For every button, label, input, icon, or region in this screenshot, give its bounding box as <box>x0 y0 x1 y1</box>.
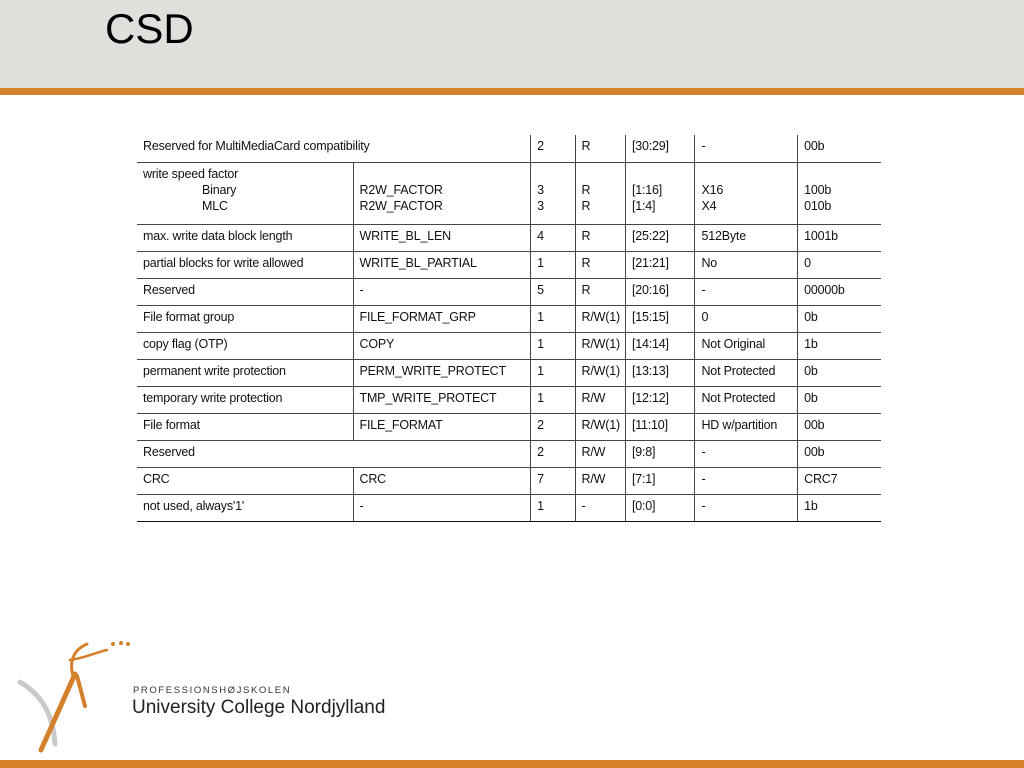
field-id-cell: TMP_WRITE_PROTECT <box>353 386 531 413</box>
field-name-cell: not used, always'1' <box>137 494 353 521</box>
field-sub-label: MLC <box>202 198 228 213</box>
slice-cell: [14:14] <box>625 332 695 359</box>
field-name-cell: File format group <box>137 305 353 332</box>
width-cell: 1 <box>531 305 575 332</box>
field-id-cell: CRC <box>353 467 531 494</box>
logo-dot <box>126 642 130 646</box>
value-cell <box>695 162 798 224</box>
width-cell: 2 <box>531 440 575 467</box>
header-rule <box>0 88 1024 95</box>
field-id-cell: WRITE_BL_PARTIAL <box>353 251 531 278</box>
width-cell: 7 <box>531 467 575 494</box>
table-row <box>137 440 881 467</box>
table-row <box>137 332 881 359</box>
code-cell: 00b <box>798 135 881 162</box>
code-value: 100b <box>804 182 832 197</box>
slice-value: [1:16] <box>631 182 663 197</box>
width-cell: 5 <box>531 278 575 305</box>
logo-dot <box>119 641 123 645</box>
code-cell <box>798 162 881 224</box>
field-name-cell: permanent write protection <box>137 359 353 386</box>
value-cell: Not Original <box>695 332 798 359</box>
field-name-cell: Reserved for MultiMediaCard compatibility <box>137 135 531 162</box>
logo-name: University College Nordjylland <box>132 697 386 718</box>
field-id-cell: FILE_FORMAT <box>353 413 531 440</box>
table-row <box>137 278 881 305</box>
field-id-cell: FILE_FORMAT_GRP <box>353 305 531 332</box>
width-cell: 1 <box>531 359 575 386</box>
field-name-cell: CRC <box>137 467 353 494</box>
slice-cell: [7:1] <box>625 467 695 494</box>
value-cell: 512Byte <box>695 224 798 251</box>
slice-cell: [25:22] <box>625 224 695 251</box>
field-id-cell: WRITE_BL_LEN <box>353 224 531 251</box>
field-id-cell: COPY <box>353 332 531 359</box>
table-row <box>137 413 881 440</box>
field-name-cell: File format <box>137 413 353 440</box>
field-id-cell: PERM_WRITE_PROTECT <box>353 359 531 386</box>
field-id-cell <box>353 162 531 224</box>
field-name-cell <box>137 162 353 224</box>
width-cell: 2 <box>531 413 575 440</box>
type-cell: R/W <box>575 467 625 494</box>
slice-cell: [20:16] <box>625 278 695 305</box>
table-row <box>137 162 881 224</box>
logo-subtitle: PROFESSIONSHØJSKOLEN <box>133 685 292 696</box>
code-value: 010b <box>804 198 832 213</box>
code-cell: 1b <box>798 494 881 521</box>
type-value: R <box>581 198 591 213</box>
table-row <box>137 305 881 332</box>
field-name-cell: copy flag (OTP) <box>137 332 353 359</box>
field-sub-label: Binary <box>202 182 237 197</box>
value-text: X4 <box>701 198 717 213</box>
field-name-cell: Reserved <box>137 440 531 467</box>
code-cell: CRC7 <box>798 467 881 494</box>
width-cell: 1 <box>531 494 575 521</box>
table-row <box>137 224 881 251</box>
table-row <box>137 251 881 278</box>
value-cell: - <box>695 440 798 467</box>
slice-cell: [30:29] <box>625 135 695 162</box>
table-row <box>137 467 881 494</box>
type-cell: R <box>575 135 625 162</box>
value-cell: No <box>695 251 798 278</box>
type-cell: R/W(1) <box>575 305 625 332</box>
logo-dot <box>111 642 115 646</box>
type-cell: R/W <box>575 386 625 413</box>
field-name-cell: temporary write protection <box>137 386 353 413</box>
type-cell: R/W(1) <box>575 413 625 440</box>
slice-cell: [12:12] <box>625 386 695 413</box>
value-cell: - <box>695 278 798 305</box>
value-text: X16 <box>701 182 724 197</box>
code-cell: 00000b <box>798 278 881 305</box>
width-cell: 1 <box>531 251 575 278</box>
code-cell: 00b <box>798 413 881 440</box>
field-name-cell: Reserved <box>137 278 353 305</box>
width-cell <box>531 162 575 224</box>
type-cell <box>575 162 625 224</box>
value-cell: - <box>695 494 798 521</box>
value-cell: - <box>695 135 798 162</box>
slice-cell: [13:13] <box>625 359 695 386</box>
slice-cell <box>625 162 695 224</box>
table-row <box>137 135 881 162</box>
code-cell: 0b <box>798 359 881 386</box>
type-cell: R <box>575 278 625 305</box>
csd-register-table <box>137 135 881 522</box>
code-cell: 1001b <box>798 224 881 251</box>
width-value: 3 <box>537 182 544 197</box>
type-cell: R/W <box>575 440 625 467</box>
type-cell: R/W(1) <box>575 359 625 386</box>
code-cell: 0 <box>798 251 881 278</box>
table-row <box>137 359 881 386</box>
width-cell: 1 <box>531 332 575 359</box>
footer-rule <box>0 760 1024 768</box>
value-cell: Not Protected <box>695 386 798 413</box>
slice-value: [1:4] <box>631 198 656 213</box>
slice-cell: [15:15] <box>625 305 695 332</box>
field-id: R2W_FACTOR <box>359 198 443 213</box>
logo-leg <box>77 676 85 706</box>
width-cell: 2 <box>531 135 575 162</box>
type-cell: R <box>575 224 625 251</box>
value-cell: 0 <box>695 305 798 332</box>
field-name-cell: partial blocks for write allowed <box>137 251 353 278</box>
table-row <box>137 494 881 521</box>
field-id-cell: - <box>353 494 531 521</box>
code-cell: 0b <box>798 386 881 413</box>
field-id: R2W_FACTOR <box>359 182 443 197</box>
value-cell: - <box>695 467 798 494</box>
width-cell: 1 <box>531 386 575 413</box>
code-cell: 1b <box>798 332 881 359</box>
type-cell: - <box>575 494 625 521</box>
slide-title: CSD <box>105 5 194 52</box>
type-value: R <box>581 182 591 197</box>
field-name-cell: max. write data block length <box>137 224 353 251</box>
code-cell: 00b <box>798 440 881 467</box>
type-cell: R <box>575 251 625 278</box>
type-cell: R/W(1) <box>575 332 625 359</box>
slice-cell: [21:21] <box>625 251 695 278</box>
slice-cell: [11:10] <box>625 413 695 440</box>
width-value: 3 <box>537 198 544 213</box>
field-heading: write speed factor <box>143 166 239 181</box>
value-cell: Not Protected <box>695 359 798 386</box>
code-cell: 0b <box>798 305 881 332</box>
slice-cell: [9:8] <box>625 440 695 467</box>
slice-cell: [0:0] <box>625 494 695 521</box>
value-cell: HD w/partition <box>695 413 798 440</box>
dancing-figure-logo-icon <box>15 632 135 754</box>
width-cell: 4 <box>531 224 575 251</box>
table-row <box>137 386 881 413</box>
field-id-cell: - <box>353 278 531 305</box>
